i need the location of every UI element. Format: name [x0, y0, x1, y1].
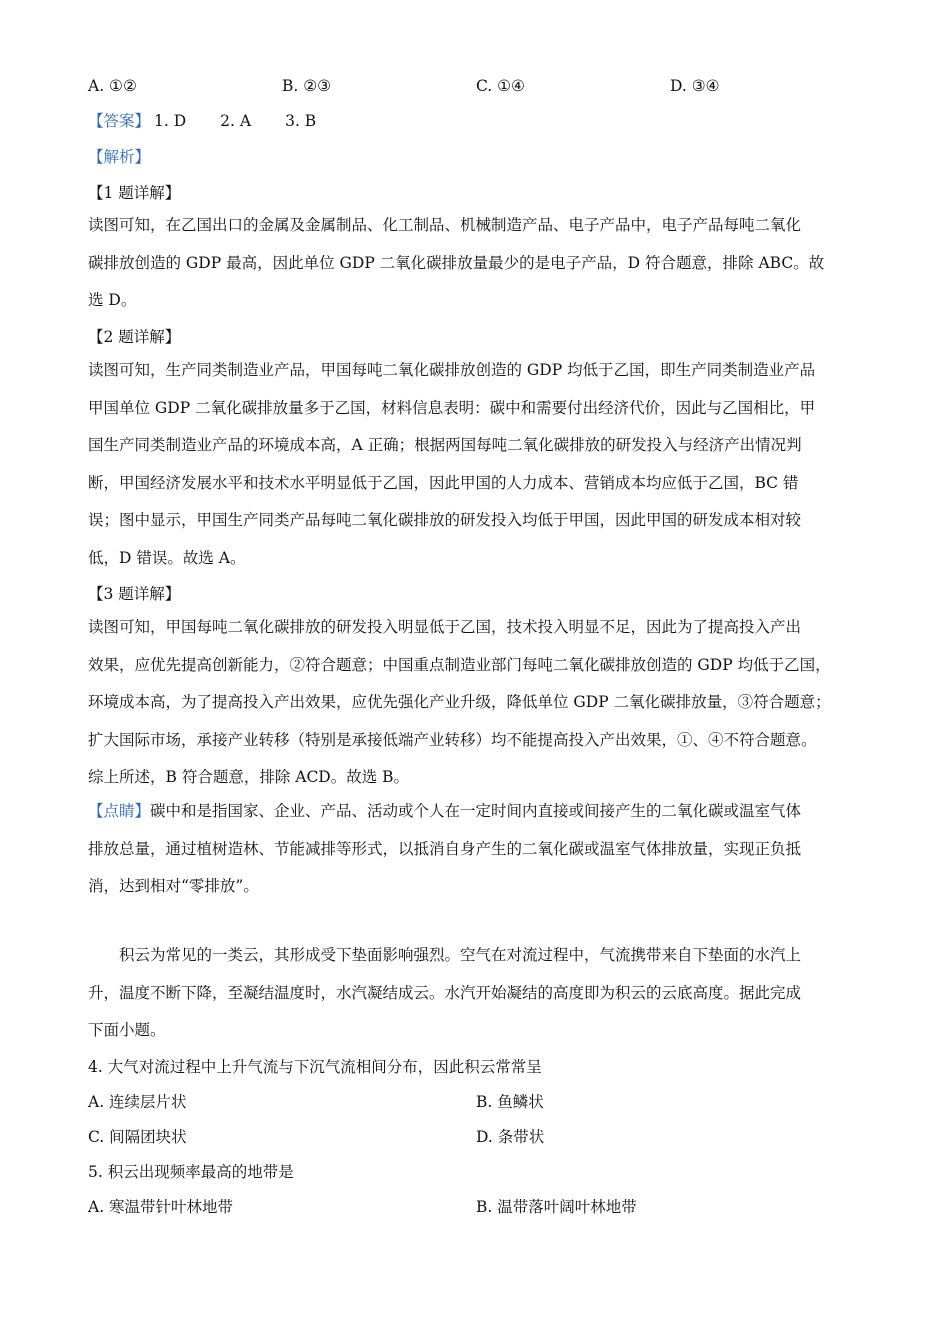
material-line: 升，温度不断下降，至凝结温度时，水汽凝结成云。水汽开始凝结的高度即为积云的云底高度。据此完成 — [88, 983, 802, 1002]
tip-body — [88, 793, 868, 906]
answer-line — [88, 111, 346, 131]
q3-line: 效果，应优先提高创新能力，②符合题意；中国重点制造业部门每吨二氧化碳排放创造的 GDP 均低于乙国， — [88, 655, 831, 674]
q5-option-a: A. 寒温带针叶林地带 — [88, 1198, 234, 1216]
answer-item-2: 2. A — [220, 112, 252, 130]
q1-line: 读图可知，在乙国出口的金属及金属制品、化工制品、机械制造产品、电子产品中，电子产品每吨二氧化 — [88, 216, 802, 234]
q2-line: 甲国单位 GDP 二氧化碳排放量多于乙国，材料信息表明：碳中和需要付出经济代价，因此与乙国相比，甲 — [88, 398, 816, 417]
answer-tag: 【答案】 — [88, 112, 151, 130]
answer-item-3: 3. B — [285, 112, 317, 130]
option-prev-a: A. ①② — [88, 77, 137, 95]
option-prev-c: C. ①④ — [476, 77, 525, 95]
option-prev-b: B. ②③ — [282, 77, 332, 95]
q1-line: 选 D。 — [88, 291, 137, 309]
tip-line: 碳中和是指国家、企业、产品、活动或个人在一定时间内直接或间接产生的二氧化碳或温室气体 — [150, 802, 802, 820]
q3-title: 【3 题详解】 — [88, 585, 181, 603]
q3-line: 综上所述，B 符合题意，排除 ACD。故选 B。 — [88, 768, 410, 786]
material-body — [88, 937, 868, 1050]
option-prev-d: D. ③④ — [670, 77, 720, 95]
q2-line: 低，D 错误。故选 A。 — [88, 548, 246, 567]
q2-line: 误；图中显示，甲国生产同类产品每吨二氧化碳排放的研发投入均低于甲国，因此甲国的研发成本相对较 — [88, 511, 802, 529]
material-line: 下面小题。 — [88, 1021, 166, 1039]
q3-line: 扩大国际市场，承接产业转移（特别是承接低端产业转移）均不能提高投入产出效果，①、④不符合题意。 — [88, 730, 817, 749]
q1-line: 碳排放创造的 GDP 最高，因此单位 GDP 二氧化碳排放量最少的是电子产品，D 符合题意，排除 ABC。故 — [88, 253, 825, 272]
q3-body — [88, 609, 868, 797]
q4-option-c: C. 间隔团块状 — [88, 1128, 187, 1146]
q3-line: 环境成本高，为了提高投入产出效果，应优先强化产业升级，降低单位 GDP 二氧化碳排放量，③符合题意； — [88, 693, 831, 711]
q2-title: 【2 题详解】 — [88, 328, 181, 346]
q2-body — [88, 352, 868, 577]
analysis-tag: 【解析】 — [88, 148, 151, 166]
q1-body — [88, 207, 868, 320]
tip-line: 消，达到相对“零排放”。 — [88, 877, 259, 895]
q2-line: 断，甲国经济发展水平和技术水平明显低于乙国，因此甲国的人力成本、营销成本均应低于乙国，BC 错 — [88, 473, 799, 492]
tip-tag: 【点睛】 — [88, 802, 151, 820]
tip-line: 排放总量，通过植树造林、节能减排等形式，以抵消自身产生的二氧化碳或温室气体排放量，实现正负抵 — [88, 839, 802, 858]
q2-line: 读图可知，生产同类制造业产品，甲国每吨二氧化碳排放创造的 GDP 均低于乙国，即生产同类制造业产品 — [88, 361, 816, 379]
material-line: 积云为常见的一类云，其形成受下垫面影响强烈。空气在对流过程中，气流携带来自下垫面的水汽上 — [119, 946, 802, 964]
q4-option-d: D. 条带状 — [476, 1128, 545, 1146]
q5-option-b: B. 温带落叶阔叶林地带 — [476, 1198, 637, 1216]
q1-title: 【1 题详解】 — [88, 184, 181, 202]
q4-stem: 4. 大气对流过程中上升气流与下沉气流相间分布，因此积云常常呈 — [88, 1058, 542, 1076]
q2-line: 国生产同类制造业产品的环境成本高，A 正确；根据两国每吨二氧化碳排放的研发投入与经济产出情况判 — [88, 436, 802, 454]
q3-line: 读图可知，甲国每吨二氧化碳排放的研发投入明显低于乙国，技术投入明显不足，因此为了提高投入产出 — [88, 618, 802, 636]
answer-item-1: 1. D — [154, 112, 187, 130]
q4-option-a: A. 连续层片状 — [88, 1093, 187, 1111]
tip-line-first — [88, 793, 868, 831]
q5-stem: 5. 积云出现频率最高的地带是 — [88, 1163, 294, 1181]
q4-option-b: B. 鱼鳞状 — [476, 1093, 544, 1111]
